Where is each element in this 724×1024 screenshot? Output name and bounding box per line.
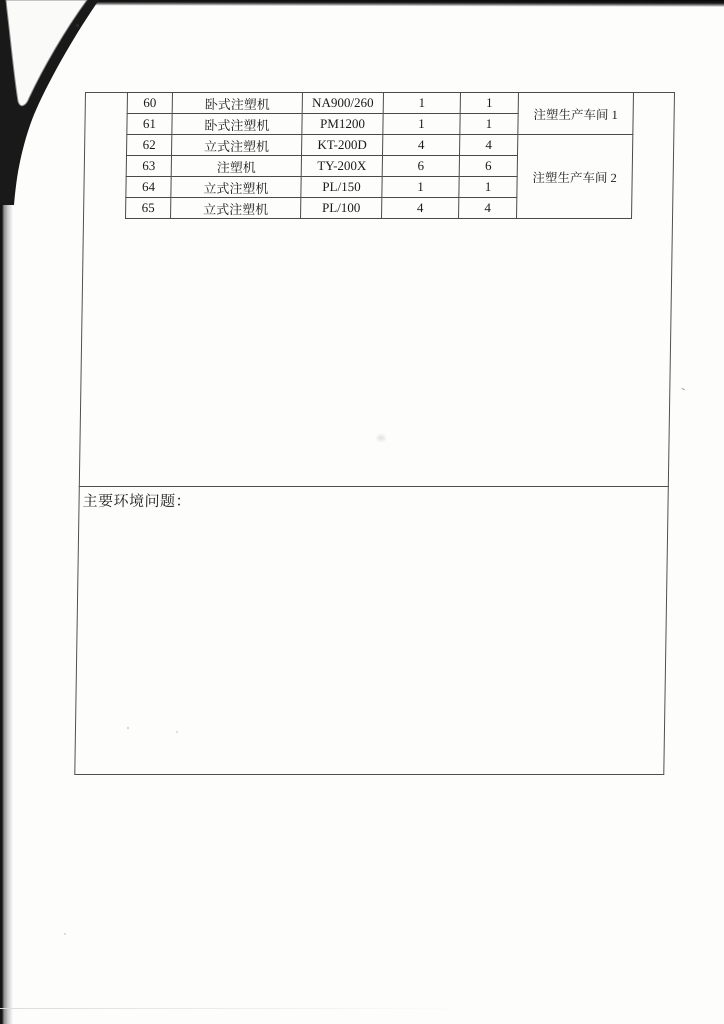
cell-name: 卧式注塑机: [172, 93, 302, 114]
cell-qty1: 1: [383, 93, 460, 114]
cell-qty2: 1: [459, 177, 517, 198]
cell-workshop: 注塑生产车间 2: [517, 135, 633, 219]
cell-no: 61: [127, 114, 172, 135]
cell-model: PL/150: [301, 177, 382, 198]
cell-qty2: 1: [460, 93, 518, 114]
equipment-table: [125, 92, 634, 219]
cell-name: 立式注塑机: [172, 135, 302, 156]
cell-name: 注塑机: [171, 156, 301, 177]
cell-model: PM1200: [302, 114, 383, 135]
stray-pen-mark: 、: [678, 376, 694, 394]
document-frame: [74, 92, 675, 775]
cell-no: 64: [126, 177, 171, 198]
cell-model: NA900/260: [302, 93, 383, 114]
cell-no: 63: [126, 156, 171, 177]
table-row: [127, 93, 633, 114]
cell-qty2: 1: [460, 114, 518, 135]
cell-qty1: 1: [383, 114, 460, 135]
cell-name: 立式注塑机: [171, 177, 301, 198]
cell-model: PL/100: [301, 198, 382, 219]
scan-bottom-faint-line: [0, 1008, 470, 1009]
scan-top-edge-shadow: [96, 0, 724, 7]
scan-speck: [76, 24, 79, 27]
cell-qty2: 4: [460, 135, 518, 156]
cell-name: 卧式注塑机: [172, 114, 302, 135]
cell-qty1: 4: [383, 135, 460, 156]
table-row: [127, 135, 633, 156]
cell-model: KT-200D: [302, 135, 383, 156]
cell-model: TY-200X: [301, 156, 382, 177]
cell-name: 立式注塑机: [171, 198, 301, 219]
cell-qty1: 1: [382, 177, 459, 198]
cell-qty2: 6: [459, 156, 517, 177]
section-divider-line: [79, 486, 669, 487]
environment-section-label: 主要环境问题：: [82, 494, 192, 510]
cell-no: 60: [127, 93, 172, 114]
cell-no: 65: [126, 198, 171, 219]
cell-qty1: 4: [382, 198, 459, 219]
cell-no: 62: [127, 135, 172, 156]
scan-speck: [64, 933, 66, 935]
equipment-table-body: [126, 93, 634, 219]
cell-qty1: 6: [382, 156, 459, 177]
cell-workshop: 注塑生产车间 1: [518, 93, 634, 135]
cell-qty2: 4: [459, 198, 517, 219]
